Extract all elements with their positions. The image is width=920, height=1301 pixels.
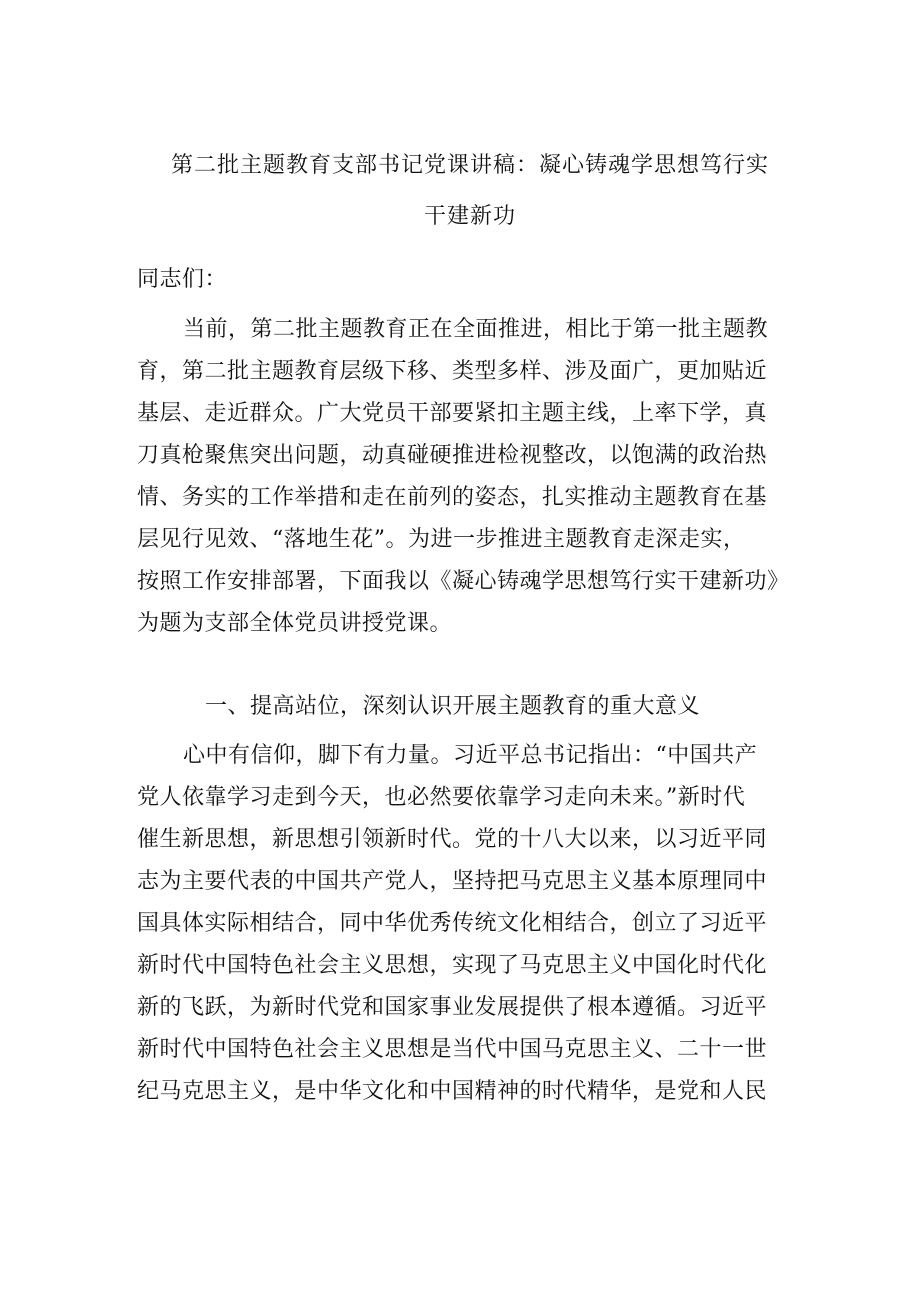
section-heading-1 <box>137 686 817 728</box>
paragraph-line: 催生新思想，新思想引领新时代。党的十八大以来，以习近平同 <box>137 827 768 852</box>
paragraph-line: 新时代中国特色社会主义思想是当代中国马克思主义、二十一世 <box>137 1037 768 1062</box>
paragraph-intro <box>137 309 817 645</box>
paragraph-line: 新时代中国特色社会主义思想，实现了马克思主义中国化时代化 <box>137 953 768 978</box>
section-heading-text: 一、提高站位，深刻认识开展主题教育的重大意义 <box>205 694 701 719</box>
paragraph-line: 心中有信仰，脚下有力量。习近平总书记指出：“中国共产 <box>183 743 758 768</box>
paragraph-line: 当前，第二批主题教育正在全面推进，相比于第一批主题教 <box>183 317 769 342</box>
paragraph-line: 纪马克思主义，是中华文化和中国精神的时代精华，是党和人民 <box>137 1079 768 1104</box>
salutation <box>137 259 817 301</box>
paragraph-line: 育，第二批主题教育层级下移、类型多样、涉及面广，更加贴近 <box>137 359 768 384</box>
paragraph-line: 基层、走近群众。广大党员干部要紧扣主题主线，上率下学，真 <box>137 401 768 426</box>
paragraph-line: 层见行见效、“落地生花”。为进一步推进主题教育走深走实， <box>137 527 746 552</box>
document-title-line-2: 干建新功 <box>423 204 516 229</box>
salutation-text: 同志们： <box>137 267 228 292</box>
paragraph-line: 党人依靠学习走到今天，也必然要依靠学习走向未来。”新时代 <box>137 785 746 810</box>
document-title-line-1: 第二批主题教育支部书记党课讲稿：凝心铸魂学思想笃行实 <box>170 153 769 178</box>
paragraph-line: 为题为支部全体党员讲授党课。 <box>137 611 453 636</box>
paragraph-line: 志为主要代表的中国共产党人，坚持把马克思主义基本原理同中 <box>137 869 768 894</box>
paragraph-line: 按照工作安排部署，下面我以《凝心铸魂学思想笃行实干建新功》 <box>137 569 790 594</box>
paragraph-line: 情、务实的工作举措和走在前列的姿态，扎实推动主题教育在基 <box>137 485 768 510</box>
paragraph-line: 刀真枪聚焦突出问题，动真碰硬推进检视整改，以饱满的政治热 <box>137 443 768 468</box>
paragraph-section-1 <box>137 735 817 1113</box>
paragraph-line: 新的飞跃，为新时代党和国家事业发展提供了根本遵循。习近平 <box>137 995 768 1020</box>
paragraph-line: 国具体实际相结合，同中华优秀传统文化相结合，创立了习近平 <box>137 911 768 936</box>
